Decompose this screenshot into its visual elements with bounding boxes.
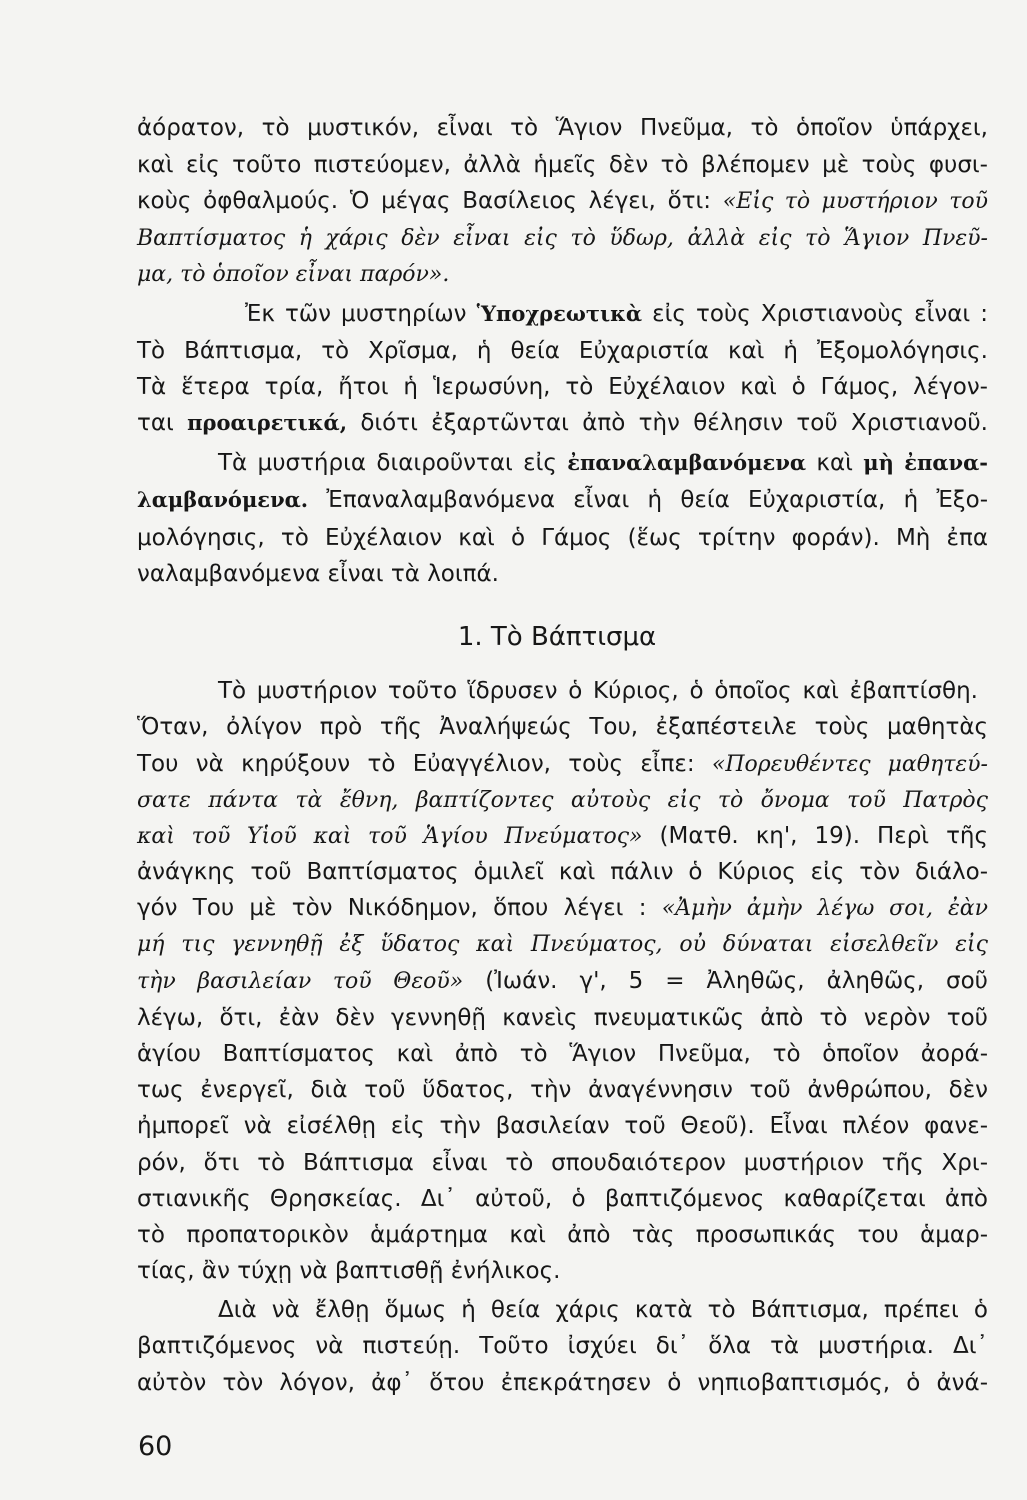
text-line-content — [137, 521, 988, 555]
text-line — [137, 221, 988, 255]
text-run: καὶ εἰς τοῦτο πιστεύομεν, ἀλλὰ ἡμεῖς δὲν τὸ βλέπομεν μὲ τοὺς φυσι- — [137, 152, 988, 178]
text-line-content — [218, 674, 978, 708]
italic-quotation-text: καὶ τοῦ Υἱοῦ καὶ τοῦ Ἁγίου Πνεύματος» — [137, 824, 643, 849]
italic-quotation-text: τὴν βασιλείαν τοῦ Θεοῦ» — [137, 969, 464, 994]
text-line-content — [137, 819, 988, 854]
italic-quotation-text: «Πορευθέντες μαθητεύ- — [711, 752, 988, 777]
text-line — [137, 1329, 988, 1363]
italic-quotation-text: σατε πάντα τὰ ἔθνη, βαπτίζοντες αὐτοὺς εἰς τὸ ὄνομα τοῦ Πατρὸς — [137, 788, 988, 813]
text-run: ἀνάγκης τοῦ Βαπτίσματος ὁμιλεῖ καὶ πάλιν ὁ Κύριος εἰς τὸν διάλο- — [137, 859, 988, 885]
text-line-content — [137, 783, 988, 818]
text-line-content — [137, 1073, 988, 1107]
text-line-content — [137, 891, 988, 926]
text-line-content — [137, 148, 988, 182]
bold-term-text: ἐπαναλαμβανόμενα — [567, 450, 807, 475]
text-run: λέγω, ὅτι, ἐὰν δὲν γεννηθῇ κανεὶς πνευματικῶς ἀπὸ τὸ νερὸν τοῦ — [137, 1005, 988, 1031]
text-run: ρόν, ὅτι τὸ Βάπτισμα εἶναι τὸ σπουδαιότερον μυστήριον τῆς Χρι- — [137, 1150, 988, 1176]
text-line-content — [137, 855, 988, 889]
bold-term-text: λαμβανόμενα. — [137, 487, 309, 512]
text-line — [245, 297, 988, 331]
text-run: Του νὰ κηρύξουν τὸ Εὐαγγέλιον, τοὺς εἶπε: — [137, 751, 712, 777]
text-line — [137, 783, 988, 817]
text-run: εἰς τοὺς Χριστιανοὺς εἶναι : — [642, 301, 989, 327]
italic-quotation-text: μα, τὸ ὁποῖον εἶναι παρόν». — [137, 262, 450, 287]
text-run: ναλαμβανόμενα εἶναι τὰ λοιπά. — [137, 561, 499, 587]
text-line — [137, 747, 988, 781]
italic-quotation-text: «Ἀμὴν ἀμὴν λέγω σοι, ἐὰν — [661, 896, 989, 921]
text-run: Τὰ ἕτερα τρία, ἤτοι ἡ Ἱερωσύνη, τὸ Εὐχέλαιον καὶ ὁ Γάμος, λέγον- — [137, 374, 988, 400]
text-line — [218, 446, 988, 480]
text-run: Τὰ μυστήρια διαιροῦνται εἰς — [218, 450, 568, 476]
text-line-content — [137, 334, 988, 368]
text-line-content — [137, 370, 988, 404]
text-run: μολόγησις, τὸ Εὐχέλαιον καὶ ὁ Γάμος (ἕως τρίτην φοράν). Μὴ ἐπα — [137, 525, 988, 551]
text-line-content — [137, 221, 988, 256]
text-line-content — [137, 111, 988, 145]
page-number: 60 — [138, 1431, 173, 1462]
text-line — [137, 1146, 988, 1180]
text-run: τίας, ἂν τύχῃ νὰ βαπτισθῇ ἐνήλικος. — [137, 1258, 561, 1284]
text-line — [137, 891, 988, 925]
text-line-content — [137, 1001, 988, 1035]
text-line-content — [137, 1366, 988, 1400]
text-line-content — [137, 927, 988, 962]
text-line — [137, 406, 988, 440]
text-line-content — [137, 1146, 988, 1180]
text-line — [137, 557, 988, 591]
text-run: τως ἐνεργεῖ, διὰ τοῦ ὕδατος, τὴν ἀναγέννησιν τοῦ ἀνθρώπου, δὲν — [137, 1077, 988, 1103]
italic-quotation-text: «Εἰς τὸ μυστήριον τοῦ — [722, 189, 988, 214]
text-line — [137, 819, 988, 853]
text-line — [137, 1073, 988, 1107]
text-run: (Ματθ. κη', 19). Περὶ τῆς — [642, 823, 988, 849]
text-run: διότι ἐξαρτῶνται ἀπὸ τὴν θέλησιν τοῦ Χριστιανοῦ. — [347, 410, 988, 436]
text-line — [137, 1109, 988, 1143]
text-line — [137, 483, 988, 517]
text-line — [137, 1001, 988, 1035]
text-line-content — [137, 1182, 988, 1216]
section-heading: 1. Τὸ Βάπτισμα — [457, 622, 657, 652]
text-run: γόν Του μὲ τὸν Νικόδημον, ὅπου λέγει : — [137, 895, 662, 921]
text-line — [137, 111, 988, 145]
text-line-content — [137, 1037, 988, 1071]
bold-term-text: Ὑποχρεωτικὰ — [476, 301, 643, 326]
text-line — [137, 1366, 988, 1400]
text-line-content — [137, 1109, 988, 1143]
text-line-content — [137, 257, 449, 292]
text-run: στιανικῆς Θρησκείας. Δι᾽ αὐτοῦ, ὁ βαπτιζόμενος καθαρίζεται ἀπὸ — [137, 1186, 988, 1212]
text-line — [137, 855, 988, 889]
text-line-content — [137, 483, 988, 517]
text-line — [218, 1293, 988, 1327]
text-line — [137, 1254, 988, 1288]
text-line — [137, 184, 988, 218]
text-line — [137, 148, 988, 182]
text-line-content — [218, 1293, 988, 1327]
text-line — [137, 1218, 988, 1252]
italic-quotation-text: μή τις γεννηθῇ ἐξ ὕδατος καὶ Πνεύματος, οὐ δύναται εἰσελθεῖν εἰς — [137, 932, 988, 957]
text-run: Ἐκ τῶν μυστηρίων — [245, 301, 477, 327]
text-line — [137, 710, 988, 744]
text-run: αὐτὸν τὸν λόγον, ἀφ᾽ ὅτου ἐπεκράτησεν ὁ νηπιοβαπτισμός, ὁ ἀνά- — [137, 1370, 988, 1396]
text-line-content — [137, 747, 988, 782]
text-run: βαπτιζόμενος νὰ πιστεύῃ. Τοῦτο ἰσχύει δι᾽ ὅλα τὰ μυστήρια. Δι᾽ — [137, 1333, 988, 1359]
text-run: κοὺς ὀφθαλμούς. Ὁ μέγας Βασίλειος λέγει, ὅτι: — [137, 188, 723, 214]
text-line-content — [245, 297, 988, 331]
text-line-content — [137, 1218, 988, 1252]
text-run: ἀόρατον, τὸ μυστικόν, εἶναι τὸ Ἅγιον Πνεῦμα, τὸ ὁποῖον ὑπάρχει, — [137, 115, 988, 141]
text-run: Ὅταν, ὀλίγον πρὸ τῆς Ἀναλήψεώς Του, ἐξαπέστειλε τοὺς μαθητὰς — [137, 714, 988, 740]
text-line-content — [137, 557, 499, 591]
bold-term-text: προαιρετικά, — [187, 410, 348, 435]
text-run: Ἐπαναλαμβανόμενα εἶναι ἡ θεία Εὐχαριστία, ἡ Ἐξο- — [308, 487, 988, 513]
text-line — [137, 964, 988, 998]
text-run: ἁγίου Βαπτίσματος καὶ ἀπὸ τὸ Ἅγιον Πνεῦμα, τὸ ὁποῖον ἀορά- — [137, 1041, 988, 1067]
italic-quotation-text: Βαπτίσματος ἡ χάρις δὲν εἶναι εἰς τὸ ὕδωρ, ἀλλὰ εἰς τὸ Ἅγιον Πνεῦ- — [137, 226, 988, 251]
text-line-content — [137, 964, 988, 999]
text-run: καὶ — [806, 450, 864, 476]
text-line-content — [137, 406, 988, 440]
text-run: Διὰ νὰ ἔλθῃ ὅμως ἡ θεία χάρις κατὰ τὸ Βάπτισμα, πρέπει ὁ — [218, 1297, 988, 1323]
text-run: (Ἰωάν. γ', 5 = Ἀληθῶς, ἀληθῶς, σοῦ — [463, 968, 988, 994]
text-run: τὸ προπατορικὸν ἁμάρτημα καὶ ἀπὸ τὰς προσωπικάς του ἁμαρ- — [137, 1222, 988, 1248]
text-line-content — [218, 446, 988, 480]
text-line-content — [137, 1329, 988, 1363]
text-line — [137, 257, 988, 291]
text-line — [137, 1037, 988, 1071]
text-line — [137, 927, 988, 961]
text-line — [137, 370, 988, 404]
text-run: ἠμπορεῖ νὰ εἰσέλθῃ εἰς τὴν βασιλείαν τοῦ Θεοῦ). Εἶναι πλέον φανε- — [137, 1113, 988, 1139]
bold-term-text: μὴ ἐπανα- — [863, 450, 988, 475]
text-line — [137, 521, 988, 555]
text-run: Τὸ μυστήριον τοῦτο ἵδρυσεν ὁ Κύριος, ὁ ὁποῖος καὶ ἐβαπτίσθη. — [218, 678, 978, 704]
text-line-content — [137, 710, 988, 744]
text-run: Τὸ Βάπτισμα, τὸ Χρῖσμα, ἡ θεία Εὐχαριστία καὶ ἡ Ἐξομολόγησις. — [137, 338, 988, 364]
text-line-content — [137, 184, 988, 219]
text-line — [137, 1182, 988, 1216]
text-line — [137, 334, 988, 368]
text-line — [218, 674, 978, 708]
text-run: ται — [137, 410, 188, 436]
text-line-content — [137, 1254, 560, 1288]
